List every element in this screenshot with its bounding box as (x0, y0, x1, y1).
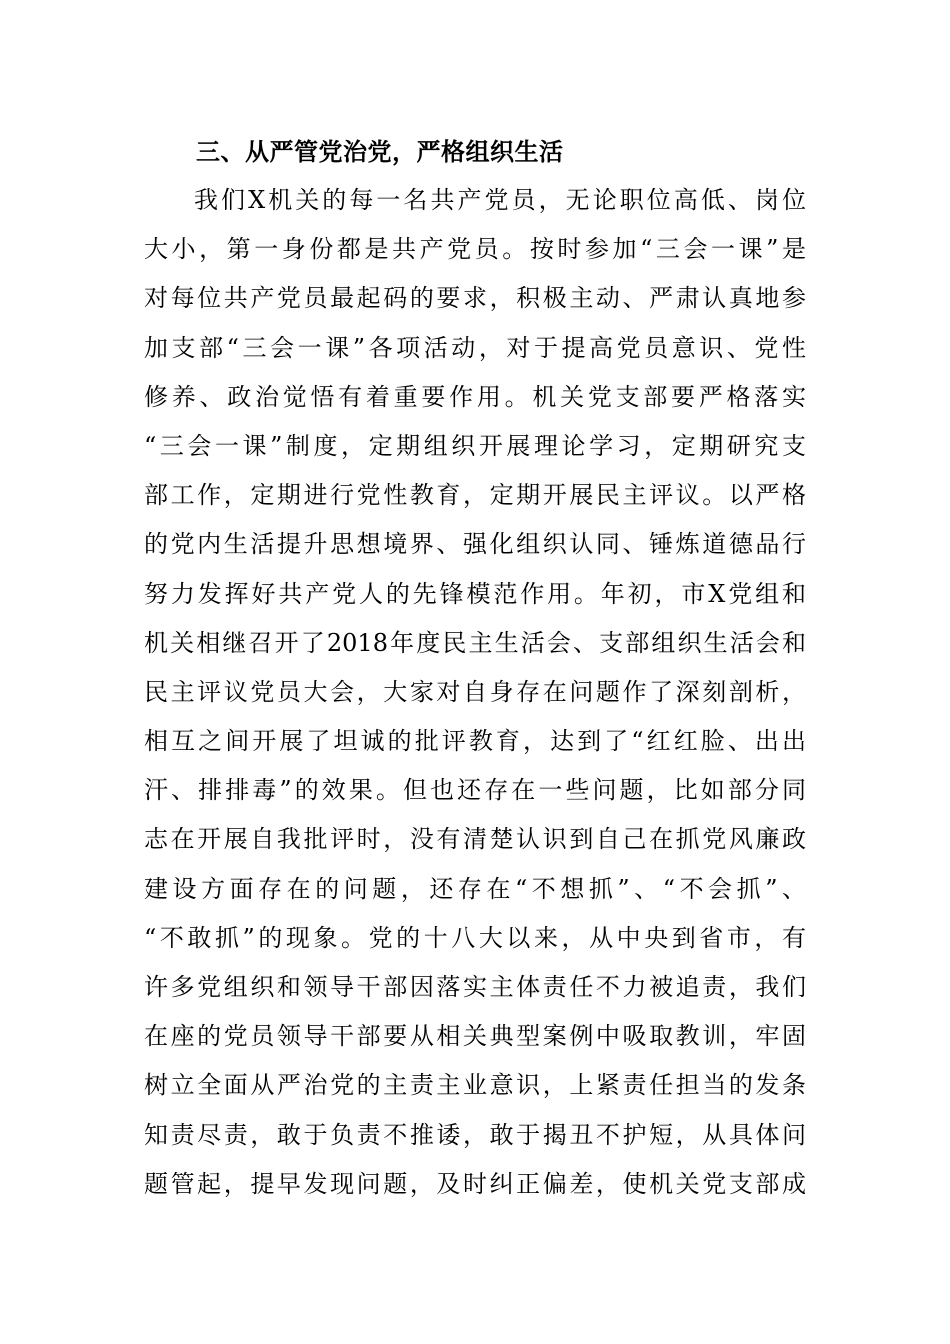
paragraph-line: 树立全面从严治党的主责主业意识，上紧责任担当的发条 (144, 1071, 806, 1100)
paragraph-line: 机关相继召开了2018年度民主生活会、支部组织生活会和 (144, 628, 806, 657)
paragraph-line: 许多党组织和领导干部因落实主体责任不力被追责，我们 (144, 973, 806, 1001)
paragraph-line: 在座的党员领导干部要从相关典型案例中吸取教训，牢固 (144, 1022, 806, 1051)
section-heading: 三、从严管党治党，严格组织生活 (196, 138, 564, 166)
paragraph-line: 题管起，提早发现问题，及时纠正偏差，使机关党支部成 (144, 1169, 806, 1198)
paragraph-line: 汗、排排毒”的效果。但也还存在一些问题，比如部分同 (144, 776, 806, 805)
paragraph-line: 志在开展自我批评时，没有清楚认识到自己在抓党风廉政 (144, 825, 806, 854)
paragraph-line: 努力发挥好共产党人的先锋模范作用。年初，市X党组和 (144, 579, 806, 608)
paragraph-line: 部工作，定期进行党性教育，定期开展民主评议。以严格 (144, 481, 806, 510)
paragraph-line: 相互之间开展了坦诚的批评教育，达到了“红红脸、出出 (144, 727, 806, 756)
paragraph-line: 修养、政治觉悟有着重要作用。机关党支部要严格落实 (144, 382, 806, 411)
paragraph-line: 对每位共产党员最起码的要求，积极主动、严肃认真地参 (144, 284, 806, 313)
paragraph-line: 建设方面存在的问题，还存在“不想抓”、“不会抓”、 (144, 874, 806, 903)
paragraph-line: 加支部“三会一课”各项活动，对于提高党员意识、党性 (144, 333, 806, 362)
body-paragraph (144, 176, 806, 1209)
paragraph-line: 的党内生活提升思想境界、强化组织认同、锤炼道德品行 (144, 530, 806, 559)
paragraph-line: 民主评议党员大会，大家对自身存在问题作了深刻剖析， (144, 677, 806, 706)
paragraph-line: “不敢抓”的现象。党的十八大以来，从中央到省市，有 (144, 923, 806, 952)
paragraph-line: 我们X机关的每一名共产党员，无论职位高低、岗位 (194, 186, 806, 214)
paragraph-line: 知责尽责，敢于负责不推诿，敢于揭丑不护短，从具体问 (144, 1120, 806, 1149)
paragraph-line: 大小，第一身份都是共产党员。按时参加“三会一课”是 (144, 235, 806, 264)
paragraph-line: “三会一课”制度，定期组织开展理论学习，定期研究支 (144, 431, 806, 460)
